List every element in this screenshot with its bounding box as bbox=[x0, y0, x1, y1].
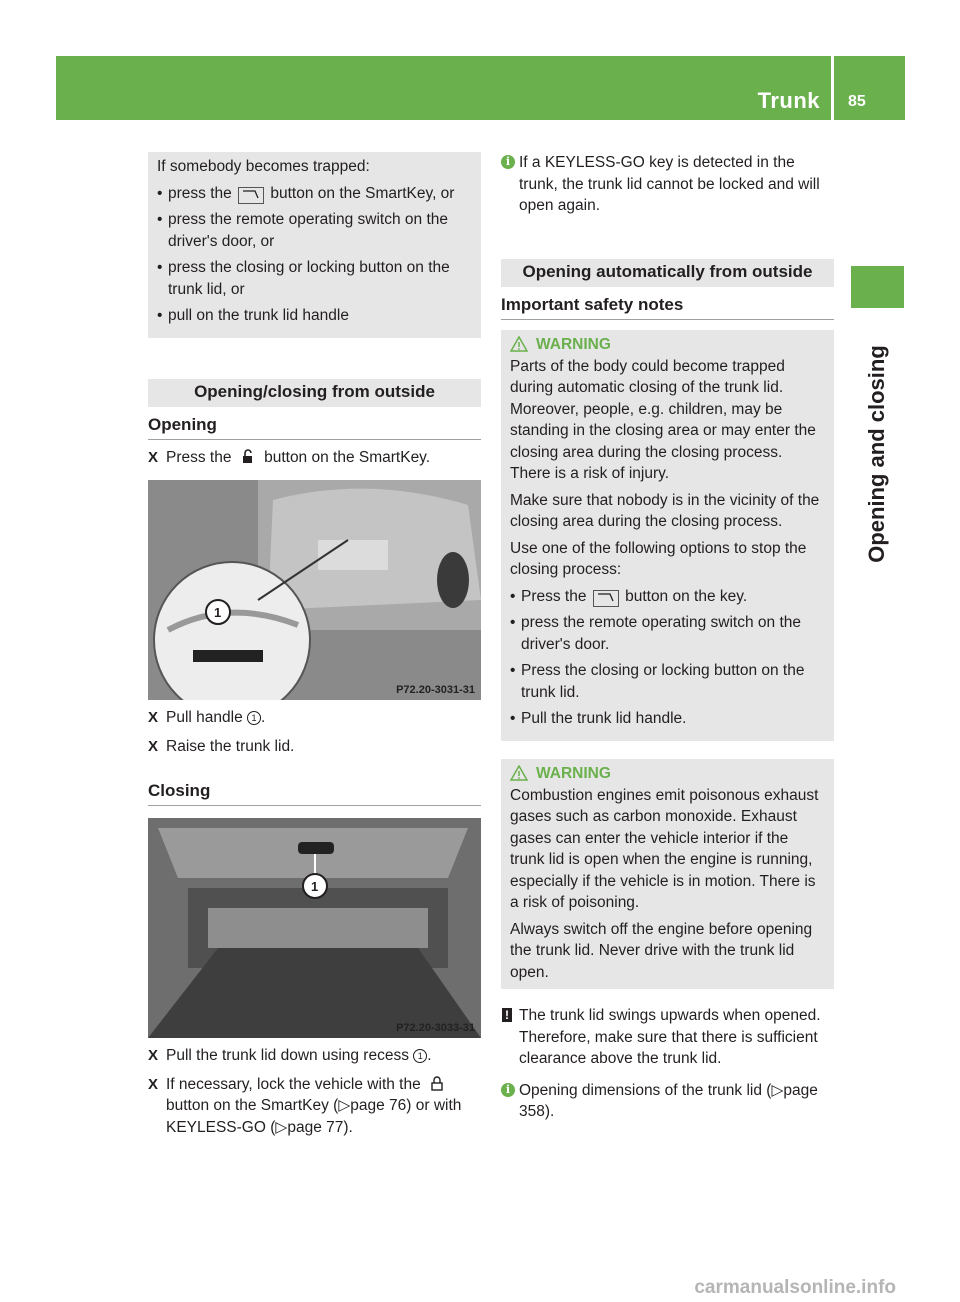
info-icon: i bbox=[501, 1083, 515, 1097]
warning-box-exhaust bbox=[501, 759, 834, 990]
callout-1-icon: 1 bbox=[247, 711, 261, 725]
bullet-item: • Pull the trunk lid handle. bbox=[510, 708, 826, 730]
safety-heading: Important safety notes bbox=[501, 287, 834, 320]
bullet-item: • press the button on the SmartKey, or bbox=[157, 183, 473, 205]
keyless-info-note: i If a KEYLESS-GO key is detected in the trunk, the trunk lid cannot be locked and will open again. bbox=[501, 152, 834, 217]
trunk-exterior-photo bbox=[148, 480, 481, 700]
bullet-item: • press the remote operating switch on the driver's door, or bbox=[157, 209, 473, 252]
unlock-icon bbox=[238, 448, 258, 465]
warning-text: Combustion engines emit poisonous exhaust gases such as carbon monoxide. Exhaust gases can enter the vehicle interior if the trunk lid is open when the engine is running, especially if the vehicle is in motion. There is a risk of poisoning. bbox=[510, 786, 819, 911]
warning-text: Always switch off the engine before opening the trunk lid. Never drive with the trunk lid open. bbox=[510, 920, 813, 981]
bullet-item: • press the remote operating switch on the driver's door. bbox=[510, 612, 826, 655]
trunk-key-icon bbox=[593, 590, 619, 607]
warning-box-trapped bbox=[501, 330, 834, 741]
photo2-callout: 1 bbox=[311, 879, 319, 894]
bullet-item: • Press the closing or locking button on the trunk lid. bbox=[510, 660, 826, 703]
step-press-unlock: X Press the button on the SmartKey. bbox=[148, 447, 481, 469]
step-pull-handle: X Pull handle 1 . bbox=[148, 707, 481, 729]
side-tab-marker bbox=[851, 266, 904, 308]
photo1-code: P72.20-3031-31 bbox=[396, 684, 475, 696]
bullet-item: • Press the button on the key. bbox=[510, 586, 826, 608]
step-arrow-icon: X bbox=[148, 737, 159, 755]
step-pull-down: X Pull the trunk lid down using recess 1 . bbox=[148, 1045, 481, 1067]
bullet-item: • press the closing or locking button on the trunk lid, or bbox=[157, 257, 473, 300]
section-heading: Opening/closing from outside bbox=[148, 379, 481, 407]
warning-text: Use one of the following options to stop the closing process: bbox=[510, 539, 807, 578]
info-icon: i bbox=[501, 155, 515, 169]
lock-icon bbox=[427, 1075, 447, 1092]
photo1-callout: 1 bbox=[214, 605, 222, 620]
page-ref-arrow-icon: ▷ bbox=[771, 1081, 784, 1099]
page-ref-arrow-icon: ▷ bbox=[275, 1118, 288, 1136]
left-column bbox=[148, 152, 481, 1138]
photo2-code: P72.20-3033-31 bbox=[396, 1022, 475, 1034]
step-arrow-icon: X bbox=[148, 1075, 159, 1093]
side-tab-label: Opening and closing bbox=[864, 345, 889, 563]
dimensions-info-note: i Opening dimensions of the trunk lid (▷page 358). bbox=[501, 1080, 834, 1123]
clearance-note: ! The trunk lid swings upwards when opened. Therefore, make sure that there is sufficient clearance above the trunk lid. bbox=[501, 1005, 834, 1070]
auto-opening-heading: Opening automatically from outside bbox=[501, 259, 834, 287]
warning-title: WARNING bbox=[510, 334, 826, 356]
step-arrow-icon: X bbox=[148, 1047, 159, 1064]
step-arrow-icon: X bbox=[148, 709, 159, 726]
warning-text: Make sure that nobody is in the vicinity of the closing area during the closing process. bbox=[510, 491, 820, 530]
exclamation-icon: ! bbox=[502, 1008, 512, 1022]
step-lock-vehicle: X If necessary, lock the vehicle with the button on the SmartKey (▷page 76) or with KEYLESS-GO (▷page 77). bbox=[148, 1075, 462, 1136]
header-separator bbox=[831, 56, 834, 120]
closing-heading: Closing bbox=[148, 773, 481, 806]
trapped-box bbox=[148, 152, 481, 338]
callout-1-icon: 1 bbox=[413, 1049, 427, 1063]
trapped-intro: If somebody becomes trapped: bbox=[157, 158, 370, 175]
right-column bbox=[501, 152, 834, 1123]
trunk-interior-photo bbox=[148, 818, 481, 1038]
opening-heading: Opening bbox=[148, 407, 481, 440]
footer-watermark: carmanualsonline.info bbox=[694, 1277, 896, 1298]
page-number: 85 bbox=[848, 93, 866, 110]
trunk-key-icon bbox=[238, 187, 264, 204]
step-raise-lid: X Raise the trunk lid. bbox=[148, 736, 481, 758]
header-title: Trunk bbox=[757, 88, 820, 113]
warning-triangle-icon bbox=[510, 765, 528, 781]
step-arrow-icon: X bbox=[148, 448, 159, 466]
page-ref-arrow-icon: ▷ bbox=[338, 1097, 351, 1114]
warning-triangle-icon bbox=[510, 336, 528, 352]
warning-title: WARNING bbox=[510, 763, 826, 785]
warning-text: Parts of the body could become trapped during automatic closing of the trunk lid. Moreover, people, e.g. children, may be standing in the closing area or may enter the closing area during the closing process. There is a risk of injury. bbox=[510, 357, 816, 482]
bullet-item: • pull on the trunk lid handle bbox=[157, 305, 473, 327]
